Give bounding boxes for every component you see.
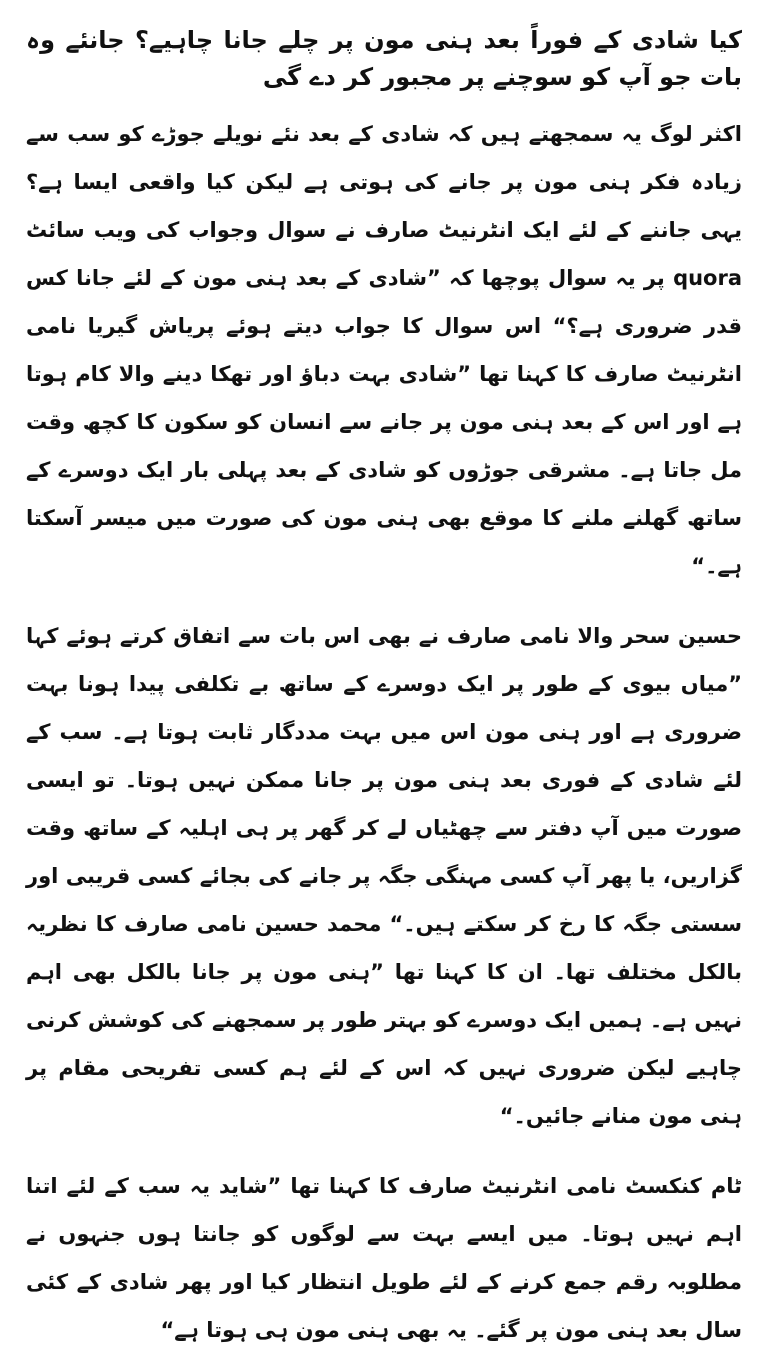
article-paragraph-3: ٹام کنکسٹ نامی انٹرنیٹ صارف کا کہنا تھا ”شاید یہ سب کے لئے اتنا اہم نہیں ہوتا۔ میں ایسے بہت سے لوگوں کو جانتا ہوں جنہوں نے مطلوبہ رقم جمع کرنے کے لئے طویل انتظار کیا اور پھر شادی کے کئی سال بعد ہنی مون پر گئے۔ یہ بھی ہنی مون ہی ہوتا ہے“ <box>26 1174 742 1343</box>
article-title: کیا شادی کے فوراً بعد ہنی مون پر چلے جانا چاہیے؟ جانئے وہ بات جو آپ کو سوچنے پر مجبور کر دے گی <box>26 26 742 92</box>
article-paragraph-2: حسین سحر والا نامی صارف نے بھی اس بات سے اتفاق کرتے ہوئے کہا ”میاں بیوی کے طور پر ایک دوسرے کے ساتھ بے تکلفی پیدا ہونا بہت ضروری ہے اور ہنی مون اس میں بہت مددگار ثابت ہوتا ہے۔ سب کے لئے شادی کے فوری بعد ہنی مون پر جانا ممکن نہیں ہوتا۔ تو ایسی صورت میں آپ دفتر سے چھٹیاں لے کر گھر پر ہی اہلیہ کے ساتھ وقت گزاریں، یا پھر آپ کسی مہنگی جگہ پر جانے کی بجائے کسی قریبی اور سستی جگہ کا رخ کر سکتے ہیں۔“ محمد حسین نامی صارف کا نظریہ بالکل مختلف تھا۔ ان کا کہنا تھا ”ہنی مون پر جانا بالکل بھی اہم نہیں ہے۔ ہمیں ایک دوسرے کو بہتر طور پر سمجھنے کی کوشش کرنی چاہیے لیکن ضروری نہیں کہ اس کے لئے ہم کسی تفریحی مقام پر ہنی مون منانے جائیں۔“ <box>26 624 742 1129</box>
article-paragraph-1: اکثر لوگ یہ سمجھتے ہیں کہ شادی کے بعد نئے نویلے جوڑے کو سب سے زیادہ فکر ہنی مون پر جانے کی ہوتی ہے لیکن کیا واقعی ایسا ہے؟ یہی جاننے کے لئے ایک انٹرنیٹ صارف نے سوال وجواب کی ویب سائٹ quora پر یہ سوال پوچھا کہ ”شادی کے بعد ہنی مون کے لئے جانا کس قدر ضروری ہے؟“ اس سوال کا جواب دیتے ہوئے پریاش گیریا نامی انٹرنیٹ صارف کا کہنا تھا ”شادی بہت دباؤ اور تھکا دینے والا کام ہوتا ہے اور اس کے بعد ہنی مون پر جانے سے انسان کو سکون کا کچھ وقت مل جاتا ہے۔ مشرقی جوڑوں کو شادی کے بعد پہلی بار ایک دوسرے کے ساتھ گھلنے ملنے کا موقع بھی ہنی مون کی صورت میں میسر آسکتا ہے۔“ <box>26 122 742 579</box>
